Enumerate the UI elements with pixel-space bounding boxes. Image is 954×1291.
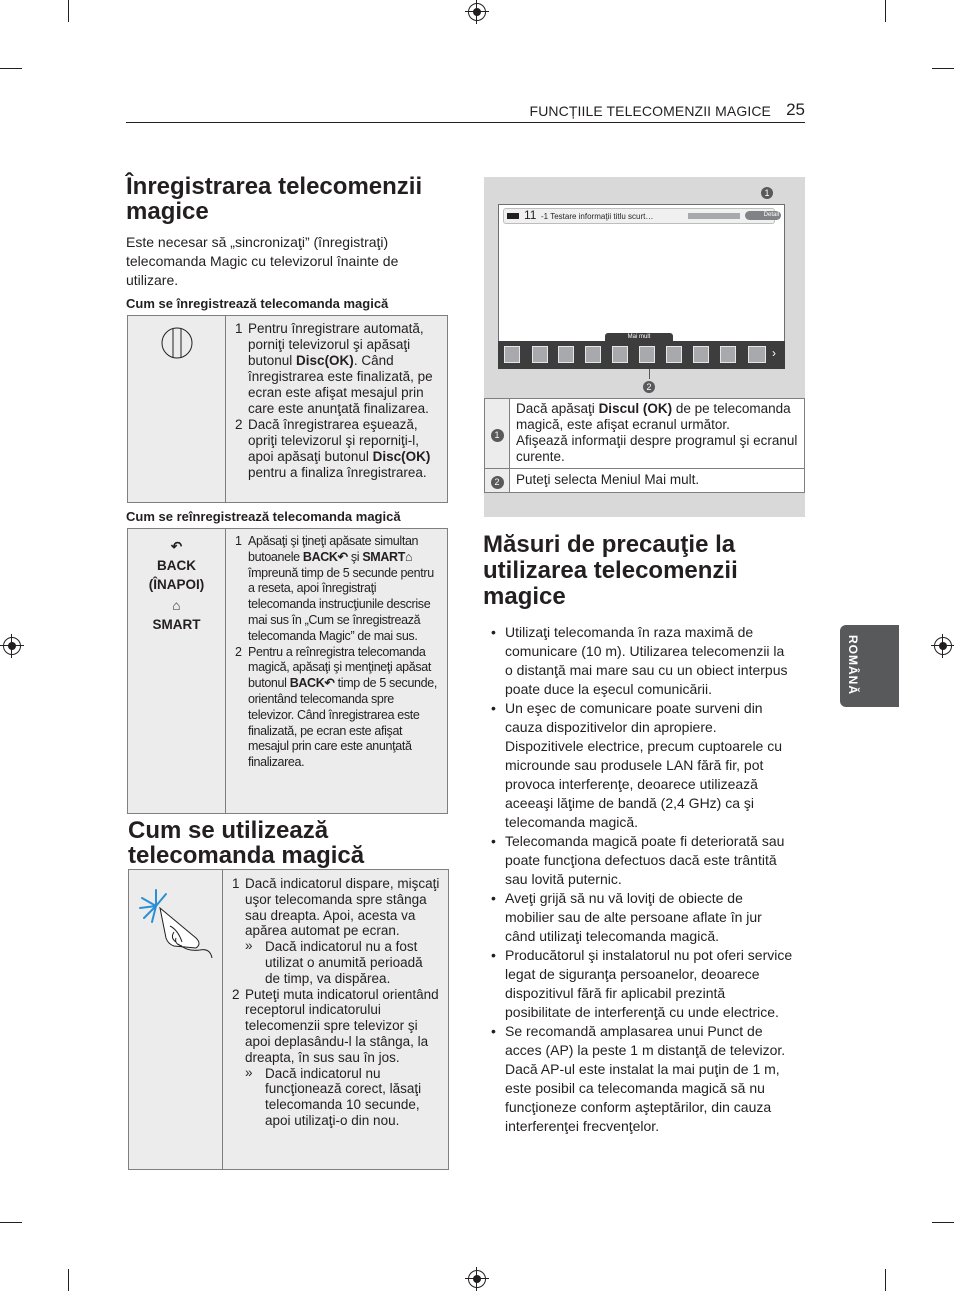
register-steps-cell <box>226 316 448 503</box>
smart-label: SMART <box>152 617 201 632</box>
register-table <box>127 315 448 503</box>
menu-item-icon[interactable] <box>748 346 766 363</box>
wheel-button-cell <box>128 316 226 503</box>
crop-mark <box>885 0 886 22</box>
language-tab <box>840 625 899 707</box>
crop-mark <box>68 0 69 22</box>
precaution-item: • Producătorul şi instalatorul nu pot oferi service legat de siguranţa persoanelor, deoarece dispozitivul fără fir aplicabil prezintă posibilitate de interferenţă cu unde electrice. <box>484 946 795 1022</box>
usage-substep: » Dacă indicatorul nu a fost utilizat o anumită perioadă de timp, va dispărea. <box>245 939 440 986</box>
precaution-item: • Aveţi grijă să nu vă loviţi de obiecte de mobilier sau de alte persoane aflate în jur când utilizaţi telecomanda magică. <box>484 889 795 946</box>
crop-mark <box>0 1222 22 1223</box>
menu-item-icon[interactable] <box>504 346 520 363</box>
pointer-illustration-cell <box>129 870 223 1170</box>
legend-text-1: Dacă apăsaţi Discul (OK) de pe telecomanda magică, este afişat ecranul următor. Afişează informaţii despre programul şi ecranul curente. <box>510 399 805 469</box>
reregister-step: 2 Pentru a reînregistra telecomanda magică, apăsaţi şi menţineţi apăsat butonul BACK↶ timp de 5 secunde, orientând telecomanda spre televizor. Când înregistrarea este finalizată, pe ecran este afişat mesajul prin care este anunţată finalizarea. <box>235 644 437 770</box>
register-subheading: Cum se înregistrează telecomanda magică <box>126 296 389 311</box>
usage-substep: » Dacă indicatorul nu funcţionează corect, lăsaţi telecomanda 10 secunde, apoi utilizaţi-o din nou. <box>245 1066 440 1129</box>
back-label-ro: (ÎNAPOI) <box>148 577 205 592</box>
home-icon: ⌂ <box>172 598 181 613</box>
registration-mark-icon <box>468 3 486 21</box>
program-title: -1 Testare informaţii titlu scurt… <box>541 212 654 221</box>
precaution-item: • Telecomanda magică poate fi deteriorată sau poate funcţiona defectuos dacă este trântită sau lovită puternic. <box>484 832 795 889</box>
back-label: BACK <box>157 558 196 573</box>
back-arrow-icon: ↶ <box>170 539 183 554</box>
menu-item-icon[interactable] <box>720 346 736 363</box>
legend-number-cell <box>485 399 510 469</box>
search-icon[interactable] <box>585 346 601 363</box>
registration-mark-icon <box>468 1270 486 1288</box>
register-step: 2 Dacă înregistrarea eşuează, opriţi televizorul şi reporniţi-l, apoi apăsaţi butonul Disc(OK) pentru a finaliza înregistrarea. <box>235 417 431 480</box>
register-step: 1 Pentru înregistrare automată, porniţi televizorul şi apăsaţi butonul Disc(OK). Când înregistrarea este finalizată, pe ecran este afişat mesajul prin care este anunţată finalizarea. <box>235 321 433 416</box>
reregister-step: 1 Apăsaţi şi ţineţi apăsate simultan butoanele BACK↶ şi SMART⌂ împreună timp de 5 secunde pentru a reseta, apoi înregistraţi telecomanda instrucţiunile descrise mai sus în „Cum se înregistrează telecomanda Magic” de mai sus. <box>235 534 434 643</box>
crop-mark <box>68 1269 69 1291</box>
legend-1-icon: 1 <box>491 429 504 442</box>
progress-bar <box>688 213 740 219</box>
page-number: 25 <box>786 100 805 119</box>
registration-mark-icon <box>3 637 21 655</box>
clock-icon[interactable] <box>666 346 682 363</box>
menu-item-icon[interactable] <box>639 346 655 363</box>
settings-icon[interactable] <box>532 346 548 363</box>
precautions-list <box>484 623 795 1136</box>
tv-frame <box>498 204 785 343</box>
tv-screen-illustration <box>484 177 805 517</box>
back-smart-cell <box>128 529 226 814</box>
menu-item-icon[interactable] <box>612 346 628 363</box>
precaution-item: • Utilizaţi telecomanda în raza maximă de comunicare (10 m). Utilizarea telecomenzii la o distanţă mai mare sau cu un obiect interpus poate duce la eşecul comunicării. <box>484 623 795 699</box>
menu-item-icon[interactable] <box>693 346 709 363</box>
more-menu-label[interactable]: Mai mult <box>605 333 673 342</box>
usage-title: Cum se utilizează telecomanda magică <box>128 817 365 869</box>
usage-steps-cell <box>223 870 449 1170</box>
reregister-subheading: Cum se reînregistrează telecomanda magică <box>126 509 401 524</box>
registration-title: Înregistrarea telecomenzii magice <box>126 173 423 225</box>
language-tab-label: ROMÂNĂ <box>846 635 860 695</box>
crop-mark <box>932 1222 954 1223</box>
running-header <box>126 101 805 123</box>
hand-remote-icon <box>130 886 216 966</box>
crop-mark <box>932 68 954 69</box>
callout-line <box>649 369 650 379</box>
info-bar <box>503 208 779 224</box>
legend-text-2: Puteţi selecta Meniul Mai mult. <box>510 469 805 493</box>
usage-step: 2 Puteţi muta indicatorul orientând receptorul indicatorului telecomenzii spre televizor şi apoi deplasându-l la stânga, la dreapta, în sus sau în jos. » Dacă indicatorul nu funcţionează corect, lăsaţi telecomanda 10 secunde, apoi utilizaţi-o din nou. <box>225 987 440 1129</box>
callout-1-icon: 1 <box>761 187 773 199</box>
reregister-steps-cell <box>226 529 448 814</box>
registration-mark-icon <box>934 637 952 655</box>
crop-mark <box>0 68 22 69</box>
precaution-item: • Un eşec de comunicare poate surveni din cauza dispozitivelor din apropiere. Dispozitivele electrice, precum cuptoarele cu microunde sau produsele LAN fără fir, pot provoca interferenţe, deoarece utilizează aceeaşi lăţime de bandă (2,4 GHz) ca şi telecomanda magică. <box>484 699 795 832</box>
legend-number-cell <box>485 469 510 493</box>
precaution-item: • Se recomandă amplasarea unui Punct de acces (AP) la peste 1 m distanţă de televizor. Dacă AP-ul este instalat la mai puţin de 1 m, este posibil ca telecomanda magică să nu funcţioneze conform aşteptărilor, din cauza interferenţei frecvenţelor. <box>484 1022 795 1136</box>
crop-mark <box>885 1269 886 1291</box>
header-section-title: FUNCȚIILE TELECOMENZII MAGICE <box>529 103 771 119</box>
channel-number: 11 <box>524 208 537 222</box>
menu-item-icon[interactable] <box>558 346 574 363</box>
usage-table <box>128 869 449 1170</box>
chevron-right-icon[interactable]: › <box>772 346 776 360</box>
reregister-table <box>127 528 448 814</box>
usage-step: 1 Dacă indicatorul dispare, mişcaţi uşor telecomanda spre stânga sau dreapta. Apoi, acesta va apărea automat pe ecran. » Dacă indicatorul nu a fost utilizat o anumită perioadă de timp, va dispărea. <box>225 876 440 987</box>
screen-legend-table <box>484 398 805 493</box>
registration-intro: Este necesar să „sincronizaţi” (înregistraţi) telecomanda Magic cu televizorul înainte de utilizare. <box>126 234 399 288</box>
callout-2-icon: 2 <box>643 381 655 393</box>
precautions-title: Măsuri de precauţie la utilizarea telecomenzii magice <box>483 531 738 610</box>
detail-button[interactable]: Detail <box>745 211 781 220</box>
channel-icon <box>507 213 519 219</box>
wheel-button-icon <box>160 326 194 360</box>
launch-bar <box>498 341 785 369</box>
legend-2-icon: 2 <box>491 476 504 489</box>
